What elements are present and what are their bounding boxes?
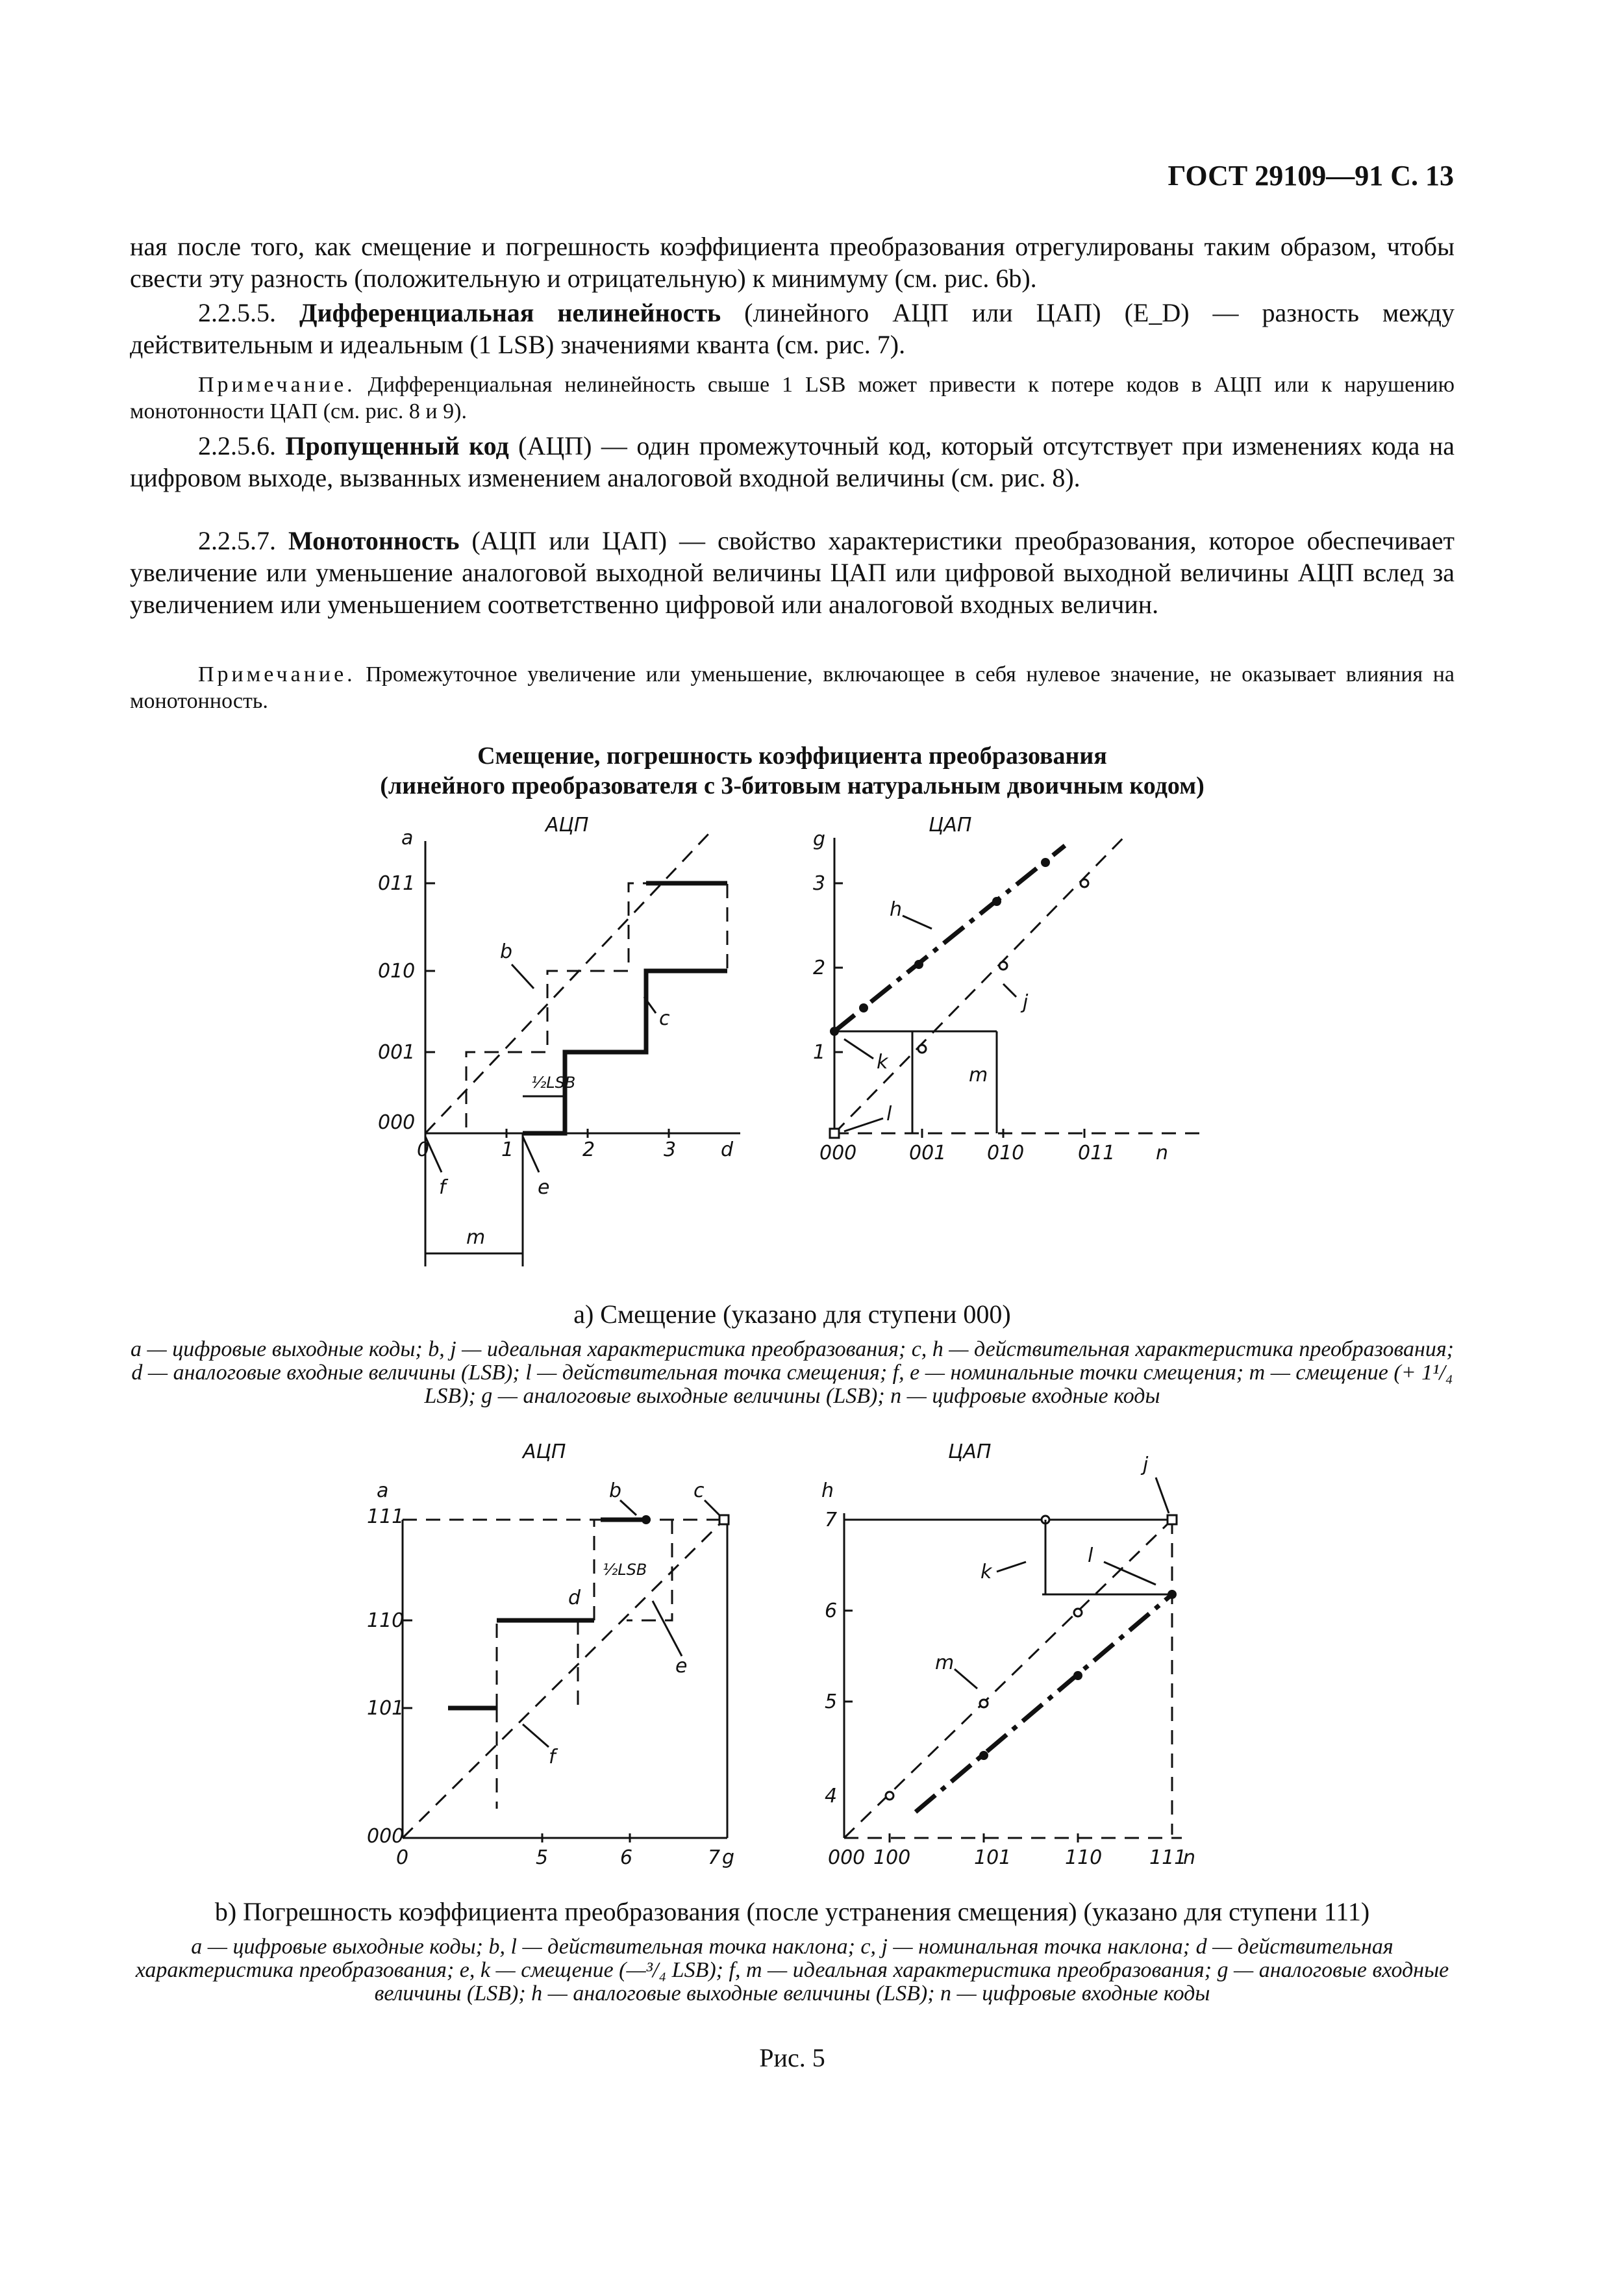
term: Дифференциальная нелинейность — [299, 298, 721, 327]
clause-number: 2.2.5.5. — [198, 298, 276, 327]
x-tick: 111 — [1149, 1846, 1187, 1869]
note-label: Примечание. — [198, 373, 356, 397]
y-tick: 000 — [378, 1111, 416, 1134]
label-c: c — [693, 1479, 705, 1502]
term: Пропущенный код — [285, 431, 509, 460]
y-axis-label: h — [821, 1479, 834, 1502]
x-tick: 000 — [819, 1142, 857, 1164]
x-tick: 5 — [536, 1846, 549, 1869]
caption-a: a) Смещение (указано для ступени 000) — [573, 1300, 1011, 1329]
label-j: j — [1023, 991, 1029, 1014]
x-tick: 3 — [664, 1138, 677, 1161]
x-tick: 100 — [873, 1846, 911, 1869]
label-e: e — [538, 1176, 550, 1199]
half-lsb-label: ½LSB — [603, 1561, 647, 1579]
y-axis-label: a — [401, 827, 414, 849]
y-tick: 1 — [813, 1041, 826, 1064]
definition: (линейного АЦП или ЦАП) (E_D) — разность между действительным и идеальным (1 LSB) значениями кванта (см. рис. 7). — [130, 298, 1455, 359]
x-tick: 0 — [396, 1846, 409, 1869]
label-m: m — [969, 1064, 988, 1087]
y-tick: 2 — [813, 957, 826, 979]
y-tick: 110 — [367, 1609, 405, 1632]
figure-number: Рис. 5 — [759, 2043, 825, 2072]
half-lsb-label: ½LSB — [531, 1074, 576, 1092]
label-b: b — [500, 940, 513, 963]
y-tick: 001 — [378, 1041, 416, 1064]
clause-number: 2.2.5.7. — [198, 526, 276, 555]
clause-number: 2.2.5.6. — [198, 431, 276, 460]
x-tick: 2 — [582, 1138, 595, 1161]
label-l: l — [886, 1103, 892, 1125]
y-tick: 5 — [825, 1691, 838, 1713]
label-d: d — [568, 1587, 581, 1609]
panel-title: АЦП — [523, 1440, 566, 1463]
adc-offset-diagram — [364, 814, 753, 1286]
note-2 — [130, 661, 1455, 714]
note-text: Дифференциальная нелинейность свыше 1 LSB может привести к потере кодов в АЦП или к нарушению монотонности ЦАП (см. рис. 8 и 9). — [130, 373, 1455, 423]
figure-title-line-1: Смещение, погрешность коэффициента преобразования — [477, 742, 1107, 770]
note-label: Примечание. — [198, 662, 356, 686]
y-tick: 011 — [378, 872, 416, 895]
label-j: j — [1143, 1453, 1149, 1476]
panel-title: ЦАП — [948, 1440, 992, 1463]
x-axis-label: n — [1156, 1142, 1169, 1164]
y-tick: 3 — [813, 872, 826, 895]
x-axis-label: d — [721, 1138, 734, 1161]
label-h: h — [890, 898, 903, 921]
term: Монотонность — [288, 526, 460, 555]
x-tick: 010 — [987, 1142, 1025, 1164]
label-m: m — [466, 1226, 486, 1249]
actual-line — [916, 1594, 1172, 1812]
y-tick: 6 — [825, 1600, 838, 1622]
actual-line — [834, 846, 1065, 1031]
figure-title-line-2: (линейного преобразователя с 3-битовым натуральным двоичным кодом) — [380, 772, 1205, 799]
x-tick: 0 — [417, 1138, 430, 1161]
definition: (АЦП или ЦАП) — свойство характеристики преобразования, которое обеспечивает увеличение или уменьшение аналоговой выходной величины ЦАП или цифровой выходной величины АЦП вслед за увеличением или уменьшением соответственно цифровой или аналоговой входных величин. — [130, 526, 1455, 619]
label-f: f — [439, 1176, 446, 1199]
x-axis-label: n — [1183, 1846, 1196, 1869]
label-f: f — [549, 1746, 556, 1768]
y-tick: 111 — [367, 1505, 405, 1528]
note-text: Промежуточное увеличение или уменьшение, включающее в себя нулевое значение, не оказывает влияния на монотонность. — [130, 662, 1455, 713]
x-tick: 011 — [1078, 1142, 1116, 1164]
y-tick: 101 — [367, 1697, 405, 1720]
note-1 — [130, 371, 1455, 425]
ideal-staircase — [425, 883, 718, 1133]
page-header: ГОСТ 29109—91 С. 13 — [1168, 160, 1454, 192]
definition: (АЦП) — один промежуточный код, который отсутствует при изменениях кода на цифровом выходе, вызванных изменением аналоговой входной величины (см. рис. 8). — [130, 431, 1455, 492]
adc-gain-diagram — [364, 1440, 753, 1869]
y-tick: 010 — [378, 960, 416, 983]
ideal-line — [403, 1520, 724, 1838]
panel-title: АЦП — [545, 814, 589, 836]
paragraph-continuation: ная после того, как смещение и погрешность коэффициента преобразования отрегулированы таким образом, чтобы свести эту разность (положительную и отрицательную) к минимуму (см. рис. 6b). — [130, 232, 1455, 293]
label-k: k — [877, 1051, 888, 1074]
caption-b: b) Погрешность коэффициента преобразования (после устранения смещения) (указано для ступени 111) — [214, 1897, 1370, 1926]
x-tick: 001 — [909, 1142, 947, 1164]
x-tick: 1 — [501, 1138, 514, 1161]
x-tick: 6 — [620, 1846, 633, 1869]
x-tick: 101 — [974, 1846, 1012, 1869]
y-axis-label: g — [813, 828, 826, 851]
y-tick: 4 — [825, 1785, 838, 1807]
label-b: b — [609, 1479, 622, 1502]
paragraph-2-2-5-5 — [130, 297, 1455, 360]
paragraph-2-2-5-6 — [130, 430, 1455, 494]
label-k: k — [981, 1561, 992, 1583]
legend-a: a — цифровые выходные коды; b, j — идеальная характеристика преобразования; c, h — действительная характеристика преобразования; d — аналоговые входные величины (LSB); l — действительная точка смещения; f, e — номинальные точки смещения; m — смещение (+ 1¹/₄ LSB); g — аналоговые выходные величины (LSB); n — цифровые входные коды — [131, 1337, 1454, 1408]
label-m: m — [935, 1652, 955, 1674]
x-tick: 000 — [828, 1846, 866, 1869]
dac-offset-diagram — [799, 814, 1214, 1182]
x-axis-label: g — [722, 1846, 735, 1869]
panel-title: ЦАП — [929, 814, 972, 836]
label-l: l — [1088, 1544, 1093, 1567]
x-tick: 7 — [708, 1846, 721, 1869]
x-tick: 110 — [1065, 1846, 1103, 1869]
paragraph-2-2-5-7 — [130, 525, 1455, 620]
label-e: e — [675, 1655, 688, 1678]
y-tick: 7 — [825, 1509, 838, 1531]
y-tick: 000 — [367, 1825, 405, 1848]
legend-b: a — цифровые выходные коды; b, l — действительная точка наклона; c, j — номинальная точка наклона; d — действительная характеристика преобразования; e, k — смещение (—³/₄ LSB); f, m — идеальная характеристика преобразования; g — аналоговые входные величины (LSB); h — аналоговые выходные величины (LSB); n — цифровые входные коды — [135, 1935, 1449, 2005]
dac-gain-diagram — [818, 1440, 1234, 1869]
y-axis-label: a — [377, 1479, 389, 1502]
label-c: c — [659, 1007, 670, 1030]
